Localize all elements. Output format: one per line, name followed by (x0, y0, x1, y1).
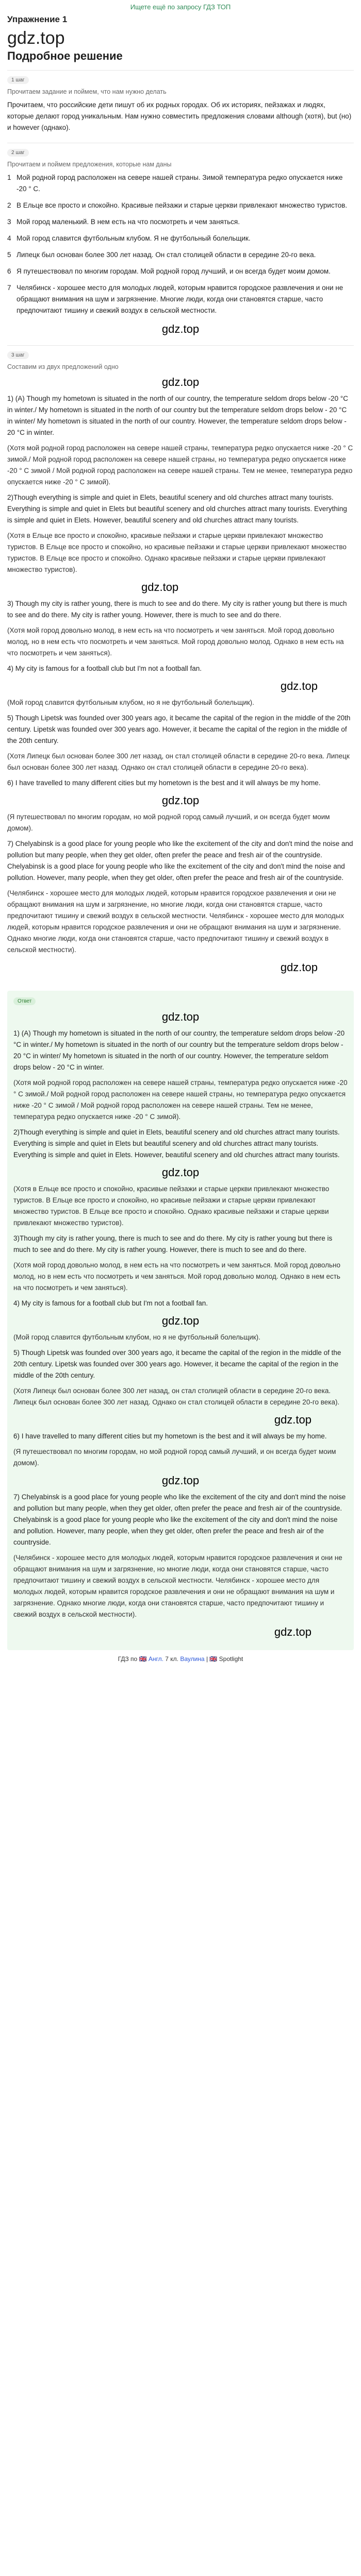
answer-sentence-en: 6) I have travelled to many different cities but my hometown is the best and it will always be my home. (7, 779, 321, 787)
answer-sentence-ru: (Я путешествовал по многим городам, но мой родной город самый лучший, и он всегда будет моим домом). (13, 1448, 336, 1467)
step-2-hint: Прочитаем и поймем предложения, которые нам даны (7, 161, 172, 168)
answer-sentence-en: 2)Though everything is simple and quiet in Elets, beautiful scenery and old churches attract many tourists. Everything is simple and quiet in Elets but beautiful scenery and old churches attract many tourists. Everything is simple and quiet in Elets. However, beautiful scenery and old churches attract many tourists. (7, 494, 347, 524)
list-item (7, 266, 354, 277)
sentence-list (7, 172, 354, 316)
step-3-tag: 3 шаг (7, 351, 29, 359)
answer-sentence-ru: (Хотя мой родной город расположен на севере нашей страны, температура редко опускается ниже -20 ° С зимой./ Мой родной город расположен на севере нашей страны, но температура редко опускается ниже -20 ° С зимой / Мой родной город расположен на севере нашей страны. Тем не менее, температура редко опускается ниже -20 ° C зимой). (13, 1079, 348, 1121)
item-number: 7 (7, 284, 11, 292)
answer-sentence-ru: (Хотя мой город довольно молод, в нем есть на что посмотреть и чем заняться. Мой город довольно молод, но в нем есть что посмотреть и чем заняться. Мой город довольно молод. Однако в нем есть на что посмотреть и чем заняться). (13, 1261, 340, 1292)
watermark: gdz.top (274, 1625, 311, 1638)
step-1-text: Прочитаем, что российские дети пишут об их родных городах. Об их историях, пейзажах и людях, которые делают город уникальным. Нам нужно совместить предложения словами although (хотя), but (но) и however (однако). (7, 101, 352, 131)
answer-sentence-ru: (Хотя мой город довольно молод, в нем есть на что посмотреть и чем заняться. Мой город довольно молод, но в нем есть что посмотреть и чем заняться. Мой город довольно молод. Однако в нем есть на что посмотреть и чем заняться). (7, 626, 344, 657)
step-2-tag: 2 шаг (7, 149, 29, 157)
exercise-title: Упражнение 1 (7, 14, 68, 24)
item-number: 1 (7, 174, 11, 181)
step-3-card (7, 345, 354, 984)
item-number: 3 (7, 218, 11, 226)
answer-sentence-en: 4) My city is famous for a football club but I'm not a football fan. (7, 665, 202, 672)
answer-sentence-ru: (Хотя мой родной город расположен на севере нашей страны, температура редко опускается ниже -20 ° С зимой./ Мой родной город расположен на севере нашей страны, но температура редко опускается ниже -20 ° С зимой / Мой родной город расположен на севере нашей страны. Тем не менее, температура редко опускается ниже -20 ° C зимой). (7, 444, 353, 486)
section-title: Подробное решение (7, 49, 123, 62)
answer-sentence-ru: (Хотя в Ельце все просто и спокойно, красивые пейзажи и старые церкви привлекают множество туристов. В Ельце все просто и спокойно, но красивые пейзажи и старые церкви привлекают множество туристов. В Ельце все просто и спокойно. Однако красивые пейзажи и старые церкви привлекают множество туристов). (13, 1185, 330, 1227)
watermark: gdz.top (280, 680, 318, 692)
footer-prefix: ГДЗ по (118, 1655, 139, 1663)
item-number: 2 (7, 201, 11, 209)
step-1-tag: 1 шаг (7, 76, 29, 84)
item-number: 4 (7, 234, 11, 242)
answer-sentence-en: 7) Chelyabinsk is a good place for young people who like the excitement of the city and don't mind the noise and pollution but many people, when they get older, often prefer the peace and fresh air of the countryside. Chelyabinsk is a good place for young people who like the excitement of the city and don't mind the noise and pollution. However, many people, when they get older, often prefer the peace and fresh air of the countryside. (13, 1493, 346, 1546)
answer-sentence-en: 1) (А) Though my hometown is situated in the north of our country, the temperature seldom drops below -20 °C in winter./ My hometown is situated in the north of our country but the temperature seldom drops below - 20 °C in winter/ My hometown is situated in the north of our country. However, the temperature seldom drops below - 20 °C in winter. (7, 395, 348, 436)
answer-sentence-en: 3)Though my city is rather young, there is much to see and do there. My city is rather young but there is much to see and do there. My city is rather young. However, there is much to see and do there. (13, 1234, 333, 1253)
footer-breadcrumb (7, 1650, 354, 1663)
answer-sentence-en: 1) (А) Though my hometown is situated in the north of our country, the temperature seldom drops below -20 °C in winter./ My hometown is situated in the north of our country but the temperature seldom drops below - 20 °C in winter/ My hometown is situated in the north of our country. However, the temperature seldom drops below - 20 °C in winter. (13, 1029, 345, 1071)
answer-sentence-en: 2)Though everything is simple and quiet in Elets, beautiful scenery and old churches attract many tourists. Everything is simple and quiet in Elets but beautiful scenery and old churches attract many tourists. Everything is simple and quiet in Elets. However, beautiful scenery and old churches attract many tourists. (13, 1128, 340, 1159)
answer-sentence-ru: (Хотя Липецк был основан более 300 лет назад, он стал столицей области в середине 20-го века. Липецк был основан более 300 лет назад. Однако он стал столицей области в середине 20-го века). (13, 1387, 340, 1406)
item-text: Мой город маленький. В нем есть на что посмотреть и чем заняться. (17, 218, 240, 226)
answer-sentence-en: 3) Though my city is rather young, there is much to see and do there. My city is rather young but there is much to see and do there. My city is rather young. However, there is much to see and do there. (7, 600, 347, 619)
answer-sentence-ru: (Хотя в Ельце все просто и спокойно, красивые пейзажи и старые церкви привлекают множество туристов. В Ельце все просто и спокойно, но красивые пейзажи и старые церкви привлекают множество туристов. В Ельце все просто и спокойно. Однако красивые пейзажи и старые церкви привлекают множество туристов). (7, 532, 347, 573)
list-item (7, 249, 354, 261)
list-item (7, 282, 354, 316)
watermark: gdz.top (161, 1474, 200, 1487)
item-text: Мой город славится футбольным клубом. Я не футбольный болельщик. (17, 234, 251, 242)
item-text: В Ельце все просто и спокойно. Красивые пейзажи и старые церкви привлекают множество туристов. (17, 201, 348, 209)
answer-tag: Ответ (13, 997, 36, 1005)
answer-sentence-ru: (Я путешествовал по многим городам, но мой родной город самый лучший, и он всегда будет моим домом). (7, 813, 330, 832)
answer-sentence-en: 4) My city is famous for a football club but I'm not a football fan. (13, 1299, 208, 1307)
item-number: 5 (7, 251, 11, 259)
item-text: Я путешествовал по многим городам. Мой родной город лучший, и он всегда будет моим домом. (17, 267, 331, 275)
item-text: Мой родной город расположен на севере нашей страны. Зимой температура редко опускается ниже -20 ° С. (17, 174, 343, 193)
answer-sentence-ru: (Челябинск - хорошее место для молодых людей, которым нравится городское развлечения и они не обращают внимания на шум и загрязнение, но многие люди, когда они становятся старше, часто предпочитают тишину и свежий воздух в сельской местности. Челябинск - хорошее место для молодых людей, которым нравится городское развлечения и они не обращают внимания на шум и загрязнение. Однако многие люди, когда они становятся старше, часто предпочитают тишину и свежий воздух в сельской местности). (7, 889, 344, 954)
answer-sentence-en: 5) Though Lipetsk was founded over 300 years ago, it became the capital of the region in the middle of the 20th century. Lipetsk was founded over 300 years ago. However, it became the capital of the region in the middle of the 20th century. (13, 1349, 341, 1379)
item-number: 6 (7, 267, 11, 275)
item-text: Липецк был основан более 300 лет назад. Он стал столицей области в середине 20-го века. (17, 251, 316, 259)
list-item (7, 172, 354, 195)
watermark: gdz.top (141, 581, 179, 594)
answer-card (7, 991, 354, 1650)
watermark: gdz.top (161, 1314, 200, 1327)
watermark: gdz.top (274, 1413, 311, 1426)
subject-link[interactable]: 🇬🇧 Англ. (139, 1655, 163, 1663)
author-link[interactable]: Ваулина (180, 1655, 205, 1663)
answer-sentence-en: 7) Chelyabinsk is a good place for young people who like the excitement of the city and don't mind the noise and pollution but many people, when they get older, often prefer the peace and fresh air of the countryside. Chelyabinsk is a good place for young people who like the excitement of the city and don't mind the noise and pollution. However, many people, when they get older, often prefer the peace and fresh air of the countryside. (7, 840, 353, 882)
answer-sentence-en: 5) Though Lipetsk was founded over 300 years ago, it became the capital of the region in the middle of the 20th century. Lipetsk was founded over 300 years ago. However, it became the capital of the region in the middle of the 20th century. (7, 714, 351, 744)
watermark: gdz.top (161, 794, 200, 807)
answer-sentence-ru: (Мой город славится футбольным клубом, но я не футбольный болельщик). (13, 1333, 260, 1341)
brand-logo: gdz.top (7, 28, 65, 48)
watermark: gdz.top (280, 961, 318, 974)
answer-sentence-en: 6) I have travelled to many different cities but my hometown is the best and it will always be my home. (13, 1432, 327, 1440)
watermark: gdz.top (161, 1010, 200, 1023)
step-1-hint: Прочитаем задание и поймем, что нам нужно делать (7, 88, 167, 95)
list-item (7, 233, 354, 244)
footer-book: | 🇬🇧 Spotlight (204, 1655, 243, 1663)
answer-sentence-ru: (Мой город славится футбольным клубом, но я не футбольный болельщик). (7, 699, 254, 706)
step-2-card (7, 143, 354, 345)
watermark: gdz.top (161, 323, 200, 335)
answer-sentence-ru: (Хотя Липецк был основан более 300 лет назад, он стал столицей области в середине 20-го века. Липецк был основан более 300 лет назад. Однако он стал столицей области в середине 20-го века). (7, 752, 350, 771)
answer-sentence-ru: (Челябинск - хорошее место для молодых людей, которым нравится городское развлечения и они не обращают внимания на шум и загрязнение, но многие люди, когда они становятся старше, часто предпочитают тишину и свежий воздух в сельской местности. Челябинск - хорошее место для молодых людей, которым нравится городское развлечения и они не обращают внимания на шум и загрязнение. Однако многие люди, когда они становятся старше, часто предпочитают тишину и свежий воздух в сельской местности). (13, 1554, 342, 1618)
item-text: Челябинск - хорошее место для молодых людей, которым нравится городское развлечения и они не обращают внимания на шум и загрязнение. Многие люди, когда они становятся старше, часто предпочитают тишину и свежий воздух в сельской местности. (17, 284, 343, 314)
watermark: gdz.top (161, 1166, 200, 1179)
footer-grade: 7 кл. (163, 1655, 180, 1663)
step-1-card (7, 70, 354, 143)
list-item (7, 200, 354, 211)
step-3-hint: Составим из двух предложений одно (7, 363, 119, 370)
search-more-link[interactable]: Ищете ещё по запросу ГДЗ ТОП (130, 3, 231, 11)
watermark: gdz.top (161, 376, 200, 388)
list-item (7, 216, 354, 228)
